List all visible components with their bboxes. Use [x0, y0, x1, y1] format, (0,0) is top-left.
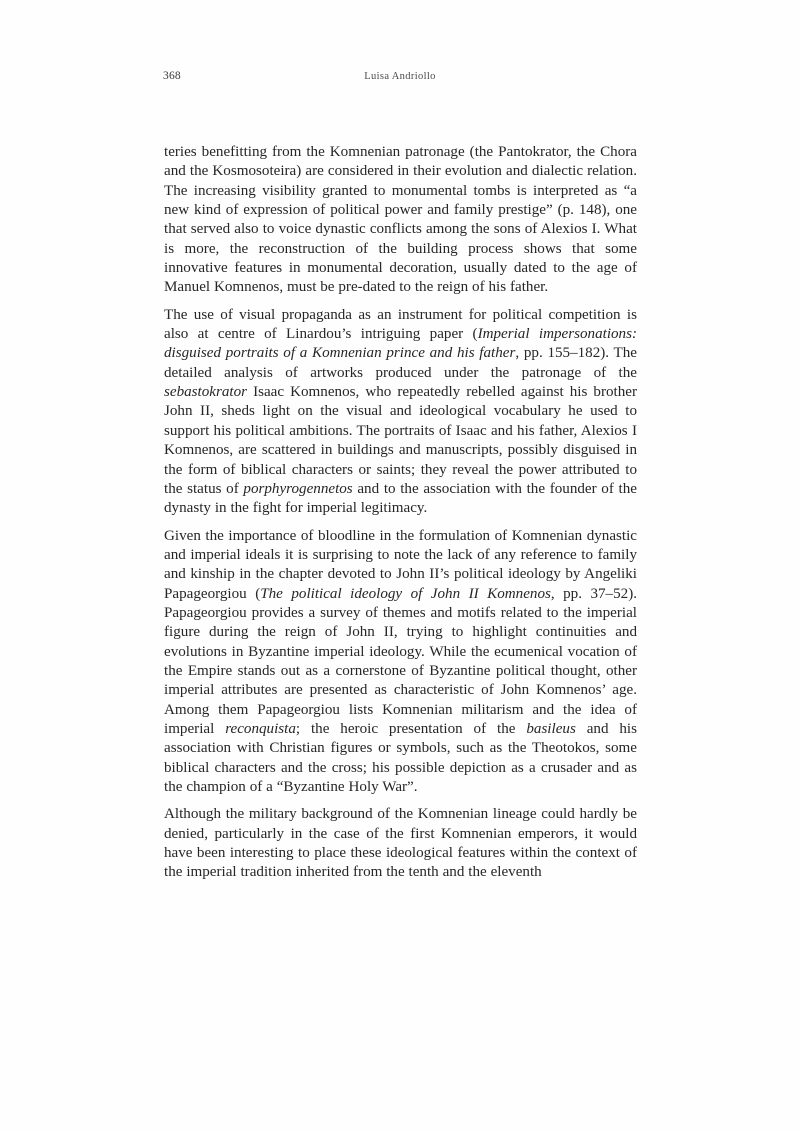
italic-text-run: Imperial impersonations: disguised portraits of a Komnenian prince and his father — [164, 326, 638, 362]
paragraph — [164, 306, 637, 519]
italic-text-run: basileus — [526, 720, 576, 737]
running-head-title: Luisa Andriollo — [364, 71, 436, 82]
paragraph — [164, 527, 637, 798]
italic-text-run: reconquista — [225, 720, 296, 737]
text-run: Given the importance of bloodline in the formulation of Komnenian dynastic and imperial ideals it is surprising to note the lack of any reference to family and kinship in the chapter devoted to John II’s political ideology by Angeliki Papageorgiou ( — [164, 527, 637, 602]
text-run: and his association with Christian figures or symbols, such as the Theotokos, some biblical characters and the cross; his possible depiction as a crusader and as the champion of a “Byzantine Holy War”. — [164, 720, 638, 795]
page-number: 368 — [163, 70, 181, 82]
text-run: ; the heroic presentation of the — [295, 720, 527, 737]
text-run: Isaac Komnenos, who repeatedly rebelled against his brother John II, sheds light on the visual and ideological vocabulary he used to support his political ambitions. The portraits of Isaac and his father, Alexios I Komnenos, are scattered in buildings and manuscripts, possibly disguised in the form of biblical characters or saints; they reveal the power attributed to the status of — [164, 384, 637, 497]
text-run: teries benefitting from the Komnenian patronage (the Pantokrator, the Chora and the Kosmosoteira) are considered in their evolution and dialectic relation. The increasing visibility granted to monumental tombs is interpreted as “a new kind of expression of political power and family prestige” (p. 148), one that served also to voice dynastic conflicts among the sons of Alexios I. What is more, the reconstruction of the building process shows that some innovative features in monumental decoration, usually dated to the age of Manuel Komnenos, must be pre-dated to the reign of his father. — [164, 144, 637, 296]
text-run: The use of visual propaganda as an instrument for political competition is also at centre of Linardou’s intriguing paper ( — [164, 306, 637, 343]
text-run: and to the association with the founder of the dynasty in the fight for imperial legitimacy. — [164, 480, 637, 517]
italic-text-run: sebastokrator — [164, 384, 248, 401]
body-text-block — [164, 143, 637, 883]
italic-text-run: porphyrogennetos — [243, 480, 353, 497]
paragraph — [164, 805, 637, 882]
text-run: Although the military background of the Komnenian lineage could hardly be denied, particularly in the case of the first Komnenian emperors, it would have been interesting to place these ideological features within the context of the imperial tradition inherited from the tenth and the eleventh — [164, 806, 637, 881]
paragraph — [164, 143, 637, 298]
text-run: , pp. 37–52). Papageorgiou provides a survey of themes and motifs related to the imperial figure during the reign of John II, trying to highlight continuities and evolutions in Byzantine imperial ideology. While the ecumenical vocation of the Empire stands out as a cornerstone of Byzantine political thought, other imperial attributes are presented as characteristic of John Komnenos’ age. Among them Papageorgiou lists Komnenian militarism and the idea of imperial — [164, 585, 638, 737]
running-head — [163, 70, 637, 86]
text-run: , pp. 155–182). The detailed analysis of artworks produced under the patronage of the — [164, 345, 637, 381]
italic-text-run: The political ideology of John II Komnenos — [260, 585, 551, 602]
